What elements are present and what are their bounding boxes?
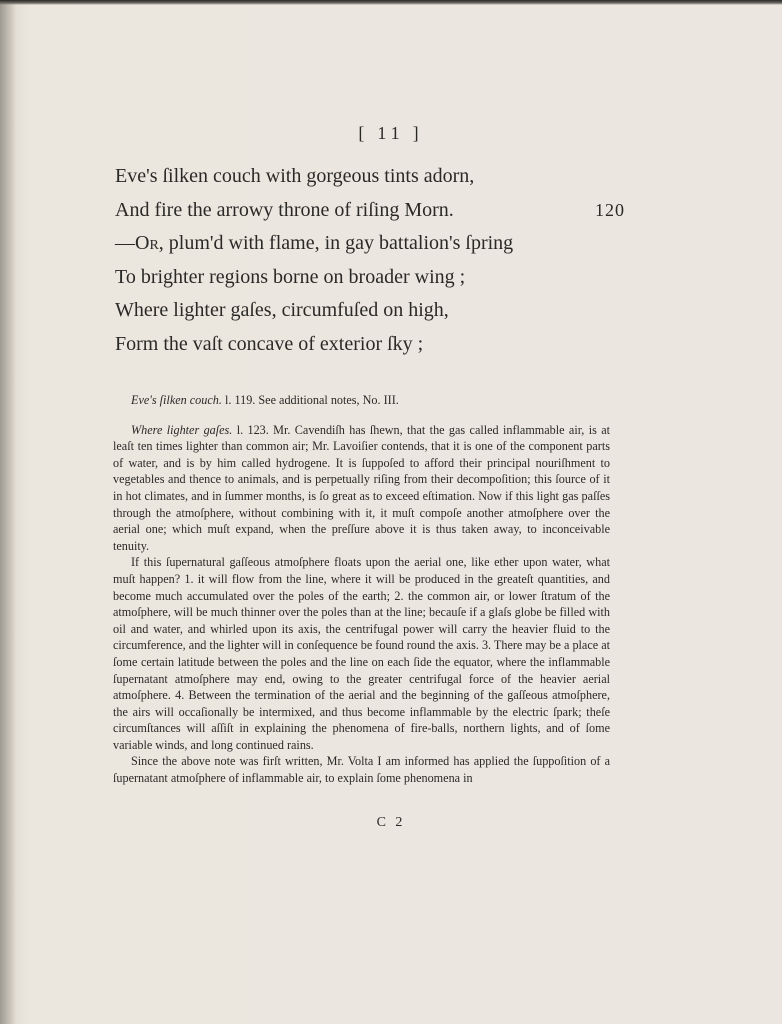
verse-line-number: 120 (595, 199, 625, 220)
footnote-text: l. 123. Mr. Cavendiſh has ſhewn, that the gas called inflammable air, is at leaſt ten times lighter than common air; Mr. Lavoiſier contends, that it is one of the component parts of water, and is by him called hydrogene. It is ſuppoſed to afford their principal nouriſhment to vegetables and thence to animals, and is perpetually riſing from their decompoſition; this ſource of it in hot climates, and in ſummer months, is ſo great as to exceed eſtimation. Now if this light gas paſſes through the atmoſphere, without combining with it, it muſt compoſe another atmoſphere over the aerial one; which muſt expand, when the preſſure above it is thus taken away, to inconceivable tenuity. (113, 422, 610, 553)
verse-line (115, 328, 625, 362)
verse-line-text: To brighter regions borne on broader wing ; (115, 265, 466, 288)
page-number (0, 123, 782, 144)
footnote-where-lighter-gases (113, 422, 610, 555)
verse-line-text: Eve's ſilken couch with gorgeous tints adorn, (115, 165, 475, 187)
footnote-paragraph: Since the above note was firſt written, Mr. Volta I am informed has applied the ſuppoſition of a ſupernatant atmoſphere of inflammable air, to explain ſome phenomena in (113, 754, 610, 786)
footnotes-block (113, 392, 610, 787)
page-number-value: 11 (377, 123, 405, 143)
verse-line-dash: — (115, 232, 135, 254)
verse-block (115, 160, 625, 361)
footnote-ref: Eve's ſilken couch. (131, 393, 222, 407)
page-top-edge (0, 0, 782, 5)
verse-line-text: And fire the arrowy throne of riſing Morn. (115, 198, 454, 221)
verse-line-small-caps: Or (135, 232, 159, 254)
printer-signature: C 2 (376, 815, 406, 830)
verse-line-text: Where lighter gaſes, circumfuſed on high, (115, 299, 449, 321)
verse-line (115, 160, 625, 194)
footnote-paragraph: If this ſupernatural gaſſeous atmoſphere floats upon the aerial one, like ether upon water, what muſt happen? 1. it will flow from the line, where it will be produced in the greateſt quantities, and become much accumulated over the poles of the earth; 2. the common air, or lower ſtratum of the atmoſphere, will be much thinner over the poles than at the line; becauſe if a glaſs globe be filled with oil and water, and whirled upon its axis, the centrifugal power will carry the heavier fluid to the circumference, and the lighter will in conſequence be found round the axis. 3. There may be a place at ſome certain latitude between the poles and the line on each ſide the equator, where the inflammable ſupernatant atmoſphere may end, owing to the greater centrifugal force of the heavier aerial atmoſphere. 4. Between the termination of the aerial and the beginning of the gaſſeous atmoſphere, the airs will occaſionally be intermixed, and thus become inflammable by the electric ſpark; theſe circumſtances will aſſiſt in explaining the phenomena of fire-balls, northern lights, and of ſome variable winds, and long continued rains. (113, 555, 610, 752)
verse-line (115, 194, 625, 228)
footnote-ref: Where lighter gaſes. (131, 422, 233, 437)
verse-line-text: Form the vaſt concave of exterior ſky ; (115, 332, 424, 355)
footnote-eves-silken-couch (113, 392, 610, 409)
verse-line-text: , plum'd with flame, in gay battalion's ſpring (158, 232, 514, 254)
page-number-bracket-right: ] (412, 123, 424, 143)
page-number-bracket-left: [ (358, 123, 370, 143)
verse-line (115, 294, 625, 328)
verse-line (115, 261, 625, 295)
footnote-text: l. 119. See additional notes, No. III. (221, 393, 399, 407)
verse-line (115, 227, 625, 261)
page-spine-shadow (0, 0, 16, 1024)
